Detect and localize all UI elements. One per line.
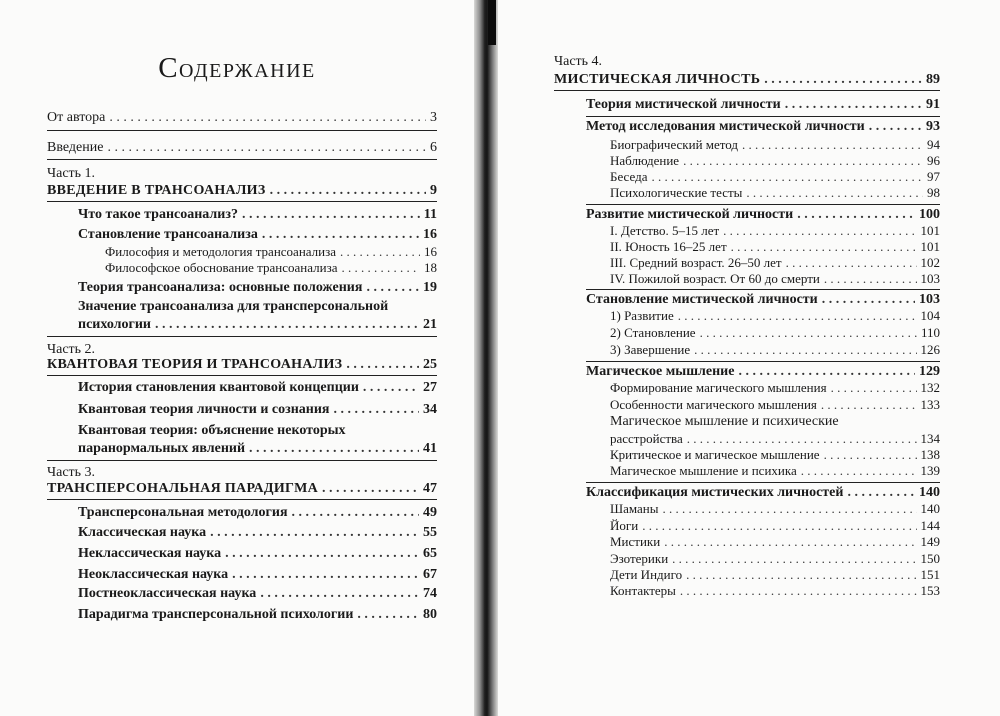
toc-entry[interactable]: Что такое трансоанализ? . . . 11 — [78, 206, 437, 224]
toc-subentry[interactable]: Биографический метод . . . 94 — [610, 136, 940, 154]
toc-entry[interactable]: От автора . . . 3 — [47, 109, 437, 127]
toc-subentry[interactable]: Эзотерики . . . 150 — [610, 550, 940, 568]
toc-entry[interactable]: Введение . . . 6 — [47, 139, 437, 157]
toc-subentry[interactable]: Дети Индиго . . . 151 — [610, 566, 940, 584]
toc-subentry[interactable]: Мистики . . . 149 — [610, 533, 940, 551]
toc-entry[interactable]: Теория мистической личности . . . 91 — [586, 96, 940, 114]
book-spine — [474, 0, 498, 716]
part-label: Часть 4. — [554, 54, 603, 69]
divider — [586, 482, 940, 483]
toc-entry[interactable]: Становление мистической личности . . . 103 — [586, 291, 940, 309]
toc-subentry-line1[interactable]: Магическое мышление и психические — [610, 414, 839, 429]
toc-subentry[interactable]: II. Юность 16–25 лет . . . 101 — [610, 238, 940, 256]
toc-subentry[interactable]: IV. Пожилой возраст. От 60 до смерти . . . 103 — [610, 270, 940, 288]
toc-entry[interactable]: паранормальных явлений . . . 41 — [78, 440, 437, 458]
toc-entry[interactable]: Трансперсональная методология . . . 49 — [78, 504, 437, 522]
toc-subentry[interactable]: Психологические тесты . . . 98 — [610, 184, 940, 202]
toc-entry[interactable]: Парадигма трансперсональной психологии . . . 80 — [78, 606, 437, 624]
divider — [47, 499, 437, 500]
part-label: Часть 1. — [47, 166, 96, 181]
toc-entry[interactable]: История становления квантовой концепции . . . 27 — [78, 379, 437, 397]
divider — [586, 204, 940, 205]
divider — [47, 159, 437, 160]
toc-entry[interactable]: Постнеоклассическая наука . . . 74 — [78, 585, 437, 603]
toc-subentry[interactable]: Особенности магического мышления . . . 133 — [610, 396, 940, 414]
divider — [47, 201, 437, 202]
toc-entry[interactable]: Классическая наука . . . 55 — [78, 524, 437, 542]
toc-entry[interactable]: Классификация мистических личностей . . . 140 — [586, 484, 940, 502]
page-title: Содержание — [158, 52, 316, 84]
toc-part-heading[interactable]: МИСТИЧЕСКАЯ ЛИЧНОСТЬ . . . 89 — [554, 71, 940, 89]
toc-part-heading[interactable]: ВВЕДЕНИЕ В ТРАНСОАНАЛИЗ . . . 9 — [47, 182, 437, 200]
toc-entry[interactable]: психологии . . . 21 — [78, 316, 437, 334]
toc-subentry[interactable]: Философское обоснование трансоанализа . . . 18 — [105, 259, 437, 277]
spine-shadow — [488, 0, 496, 45]
toc-entry[interactable]: Развитие мистической личности . . . 100 — [586, 206, 940, 224]
toc-subentry[interactable]: III. Средний возраст. 26–50 лет . . . 102 — [610, 254, 940, 272]
divider — [586, 116, 940, 117]
divider — [47, 130, 437, 131]
toc-part-heading[interactable]: ТРАНСПЕРСОНАЛЬНАЯ ПАРАДИГМА . . . 47 — [47, 480, 437, 498]
toc-entry[interactable]: Метод исследования мистической личности . . . 93 — [586, 118, 940, 136]
divider — [47, 375, 437, 376]
divider — [47, 336, 437, 337]
toc-entry[interactable]: Квантовая теория личности и сознания . . . 34 — [78, 401, 437, 419]
toc-subentry[interactable]: Формирование магического мышления . . . 132 — [610, 379, 940, 397]
part-label: Часть 3. — [47, 465, 96, 480]
divider — [586, 289, 940, 290]
toc-subentry[interactable]: Критическое и магическое мышление . . . 138 — [610, 446, 940, 464]
divider — [47, 460, 437, 461]
toc-subentry[interactable]: Магическое мышление и психика . . . 139 — [610, 462, 940, 480]
toc-subentry[interactable]: Йоги . . . 144 — [610, 517, 940, 535]
toc-subentry[interactable]: 1) Развитие . . . 104 — [610, 307, 940, 325]
divider — [586, 361, 940, 362]
toc-subentry[interactable]: Шаманы . . . 140 — [610, 500, 940, 518]
divider — [554, 90, 940, 91]
part-label: Часть 2. — [47, 342, 96, 357]
toc-entry-line1[interactable]: Значение трансоанализа для трансперсональной — [78, 299, 389, 314]
toc-entry[interactable]: Неклассическая наука . . . 65 — [78, 545, 437, 563]
toc-subentry[interactable]: расстройства . . . 134 — [610, 430, 940, 448]
toc-subentry[interactable]: Наблюдение . . . 96 — [610, 152, 940, 170]
toc-entry[interactable]: Становление трансоанализа . . . 16 — [78, 226, 437, 244]
toc-subentry[interactable]: 2) Становление . . . 110 — [610, 324, 940, 342]
toc-subentry[interactable]: Философия и методология трансоанализа . . . 16 — [105, 243, 437, 261]
toc-subentry[interactable]: Беседа . . . 97 — [610, 168, 940, 186]
toc-subentry[interactable]: Контактеры . . . 153 — [610, 582, 940, 600]
toc-entry[interactable]: Неоклассическая наука . . . 67 — [78, 566, 437, 584]
toc-part-heading[interactable]: КВАНТОВАЯ ТЕОРИЯ И ТРАНСОАНАЛИЗ . . . 25 — [47, 356, 437, 374]
toc-entry[interactable]: Теория трансоанализа: основные положения . . . 19 — [78, 279, 437, 297]
toc-entry[interactable]: Магическое мышление . . . 129 — [586, 363, 940, 381]
toc-subentry[interactable]: I. Детство. 5–15 лет . . . 101 — [610, 222, 940, 240]
toc-subentry[interactable]: 3) Завершение . . . 126 — [610, 341, 940, 359]
toc-entry-line1[interactable]: Квантовая теория: объяснение некоторых — [78, 423, 346, 438]
